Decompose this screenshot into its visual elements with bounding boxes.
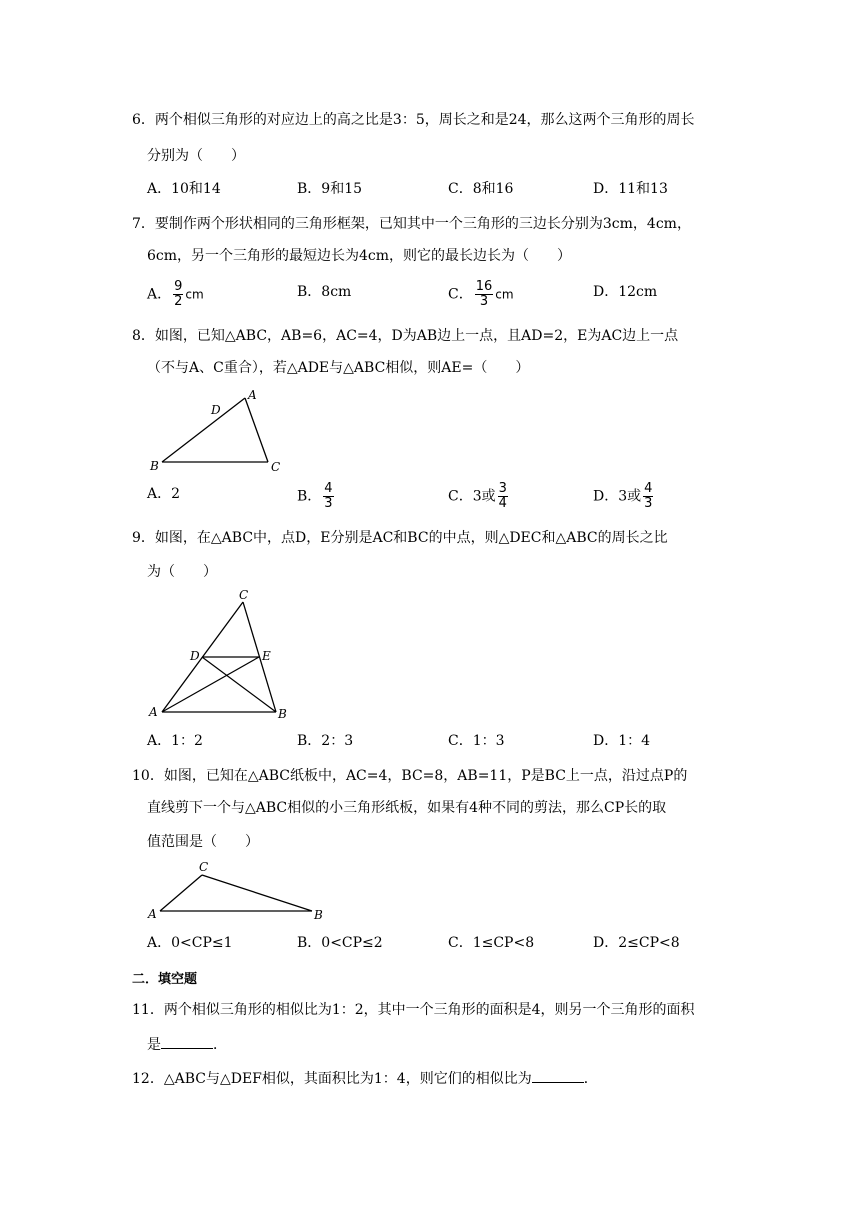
fraction-numerator: 3 bbox=[498, 481, 507, 496]
q8-side-ab bbox=[162, 398, 245, 462]
q8-option-b[interactable] bbox=[297, 482, 336, 511]
fraction-numerator: 16 bbox=[475, 279, 493, 294]
q9-option-a[interactable]: A．1：2 bbox=[147, 733, 203, 749]
fraction-denominator: 3 bbox=[324, 496, 333, 511]
q10-option-a[interactable]: A．0<CP≤1 bbox=[147, 935, 233, 951]
q9-label-c: C bbox=[239, 588, 249, 602]
q8-line2: （不与A、C重合），若△ADE与△ABC相似，则AE=（ ） bbox=[147, 360, 530, 376]
q8-option-d[interactable] bbox=[593, 482, 655, 511]
q6-line1: 6．两个相似三角形的对应边上的高之比是3：5，周长之和是24，那么这两个三角形的周长 bbox=[132, 112, 695, 128]
q6-option-d[interactable]: D．11和13 bbox=[593, 181, 668, 197]
q9-label-b: B bbox=[278, 707, 287, 721]
q9-label-d: D bbox=[190, 649, 200, 663]
q9-line2: 为（ ） bbox=[147, 564, 217, 580]
q10-option-b[interactable]: B．0<CP≤2 bbox=[297, 935, 383, 951]
q9-segment-db bbox=[202, 657, 276, 712]
q9-option-b[interactable]: B．2：3 bbox=[297, 733, 354, 749]
q9-label-e: E bbox=[262, 649, 271, 663]
q8-option-b-prefix: B． bbox=[297, 488, 322, 505]
q8-option-a[interactable]: A．2 bbox=[147, 486, 181, 502]
q10-line1: 10．如图，已知在△ABC纸板中，AC=4，BC=8，AB=11，P是BC上一点，沿过点P的 bbox=[132, 768, 688, 784]
q7-option-c[interactable] bbox=[448, 280, 514, 309]
q6-option-a[interactable]: A．10和14 bbox=[147, 181, 221, 197]
q8-option-c[interactable] bbox=[448, 482, 510, 511]
q7-option-c-unit: cm bbox=[495, 287, 514, 302]
q10-label-b: B bbox=[314, 908, 323, 922]
q10-option-c[interactable]: C．1≤CP<8 bbox=[448, 935, 535, 951]
fraction-numerator: 4 bbox=[324, 481, 333, 496]
q10-line3: 值范围是（ ） bbox=[147, 834, 259, 850]
fraction-denominator: 2 bbox=[174, 294, 183, 309]
q11-line1: 11．两个相似三角形的相似比为1：2，其中一个三角形的面积是4，则另一个三角形的面积 bbox=[132, 1002, 695, 1018]
q7-options bbox=[147, 280, 747, 310]
q9-triangle-figure bbox=[140, 584, 300, 724]
q8-option-d-fraction bbox=[643, 482, 653, 511]
q8-option-b-fraction bbox=[323, 482, 333, 511]
q8-label-c: C bbox=[271, 460, 281, 474]
q11-line2-prefix: 是 bbox=[147, 1037, 161, 1053]
q7-option-a[interactable] bbox=[147, 280, 204, 309]
q8-label-a: A bbox=[248, 388, 257, 402]
q9-label-a: A bbox=[149, 705, 158, 719]
q11-line2-suffix: ． bbox=[213, 1037, 227, 1053]
section-heading: 二．填空题 bbox=[132, 972, 198, 987]
q10-option-d[interactable]: D．2≤CP<8 bbox=[593, 935, 680, 951]
q7-option-b[interactable]: B．8cm bbox=[297, 284, 352, 300]
q9-options bbox=[147, 729, 747, 753]
q8-option-d-prefix: D．3或 bbox=[593, 488, 642, 505]
q6-option-c[interactable]: C．8和16 bbox=[448, 181, 514, 197]
q12-prefix: 12．△ABC与△DEF相似，其面积比为1：4，则它们的相似比为 bbox=[132, 1071, 532, 1087]
q8-triangle-figure bbox=[140, 384, 300, 476]
q12-suffix: ． bbox=[583, 1071, 598, 1087]
q8-line1: 8．如图，已知△ABC，AB=6，AC=4，D为AB边上一点，且AD=2，E为AC边上一点 bbox=[132, 328, 679, 344]
q11-answer-blank[interactable] bbox=[161, 1034, 213, 1049]
q6-line2: 分别为（ ） bbox=[147, 148, 245, 164]
fraction-denominator: 3 bbox=[644, 496, 653, 511]
q6-option-b[interactable]: B．9和15 bbox=[297, 181, 363, 197]
q7-line2: 6cm，另一个三角形的最短边长为4cm，则它的最长边长为（ ） bbox=[147, 248, 572, 264]
fraction-numerator: 4 bbox=[644, 481, 653, 496]
q10-label-a: A bbox=[148, 907, 157, 921]
q8-label-b: B bbox=[150, 459, 159, 473]
q7-option-a-fraction bbox=[173, 280, 183, 309]
q10-options bbox=[147, 931, 747, 955]
q7-option-a-unit: cm bbox=[185, 287, 204, 302]
q7-option-d[interactable]: D．12cm bbox=[593, 284, 658, 300]
q6-options bbox=[147, 177, 747, 201]
q8-option-c-prefix: C．3或 bbox=[448, 488, 496, 505]
fraction-denominator: 3 bbox=[479, 294, 489, 309]
fraction-denominator: 4 bbox=[498, 496, 507, 511]
q10-side-ac bbox=[160, 875, 202, 911]
q10-side-bc bbox=[202, 875, 312, 911]
q8-option-c-fraction bbox=[498, 482, 508, 511]
q12-answer-blank[interactable] bbox=[532, 1068, 584, 1083]
q10-line2: 直线剪下一个与△ABC相似的小三角形纸板，如果有4种不同的剪法，那么CP长的取 bbox=[147, 800, 667, 816]
q8-label-d: D bbox=[211, 403, 221, 417]
q9-line1: 9．如图，在△ABC中，点D，E分别是AC和BC的中点，则△DEC和△ABC的周长之比 bbox=[132, 530, 668, 546]
q7-option-c-fraction bbox=[475, 280, 494, 309]
q10-triangle-figure bbox=[140, 852, 340, 924]
fraction-numerator: 9 bbox=[174, 279, 183, 294]
q9-segment-ae bbox=[162, 657, 259, 712]
q10-label-c: C bbox=[199, 860, 209, 874]
q8-options bbox=[147, 482, 747, 518]
q7-line1: 7．要制作两个形状相同的三角形框架，已知其中一个三角形的三边长分别为3cm，4cm， bbox=[132, 216, 691, 232]
q9-option-c[interactable]: C．1：3 bbox=[448, 733, 505, 749]
q9-option-d[interactable]: D．1：4 bbox=[593, 733, 651, 749]
q7-option-c-prefix: C． bbox=[448, 286, 473, 303]
q12-line bbox=[132, 1068, 598, 1089]
q8-side-ac bbox=[245, 398, 268, 462]
q11-line2 bbox=[147, 1034, 227, 1055]
q7-option-a-prefix: A． bbox=[147, 286, 172, 303]
